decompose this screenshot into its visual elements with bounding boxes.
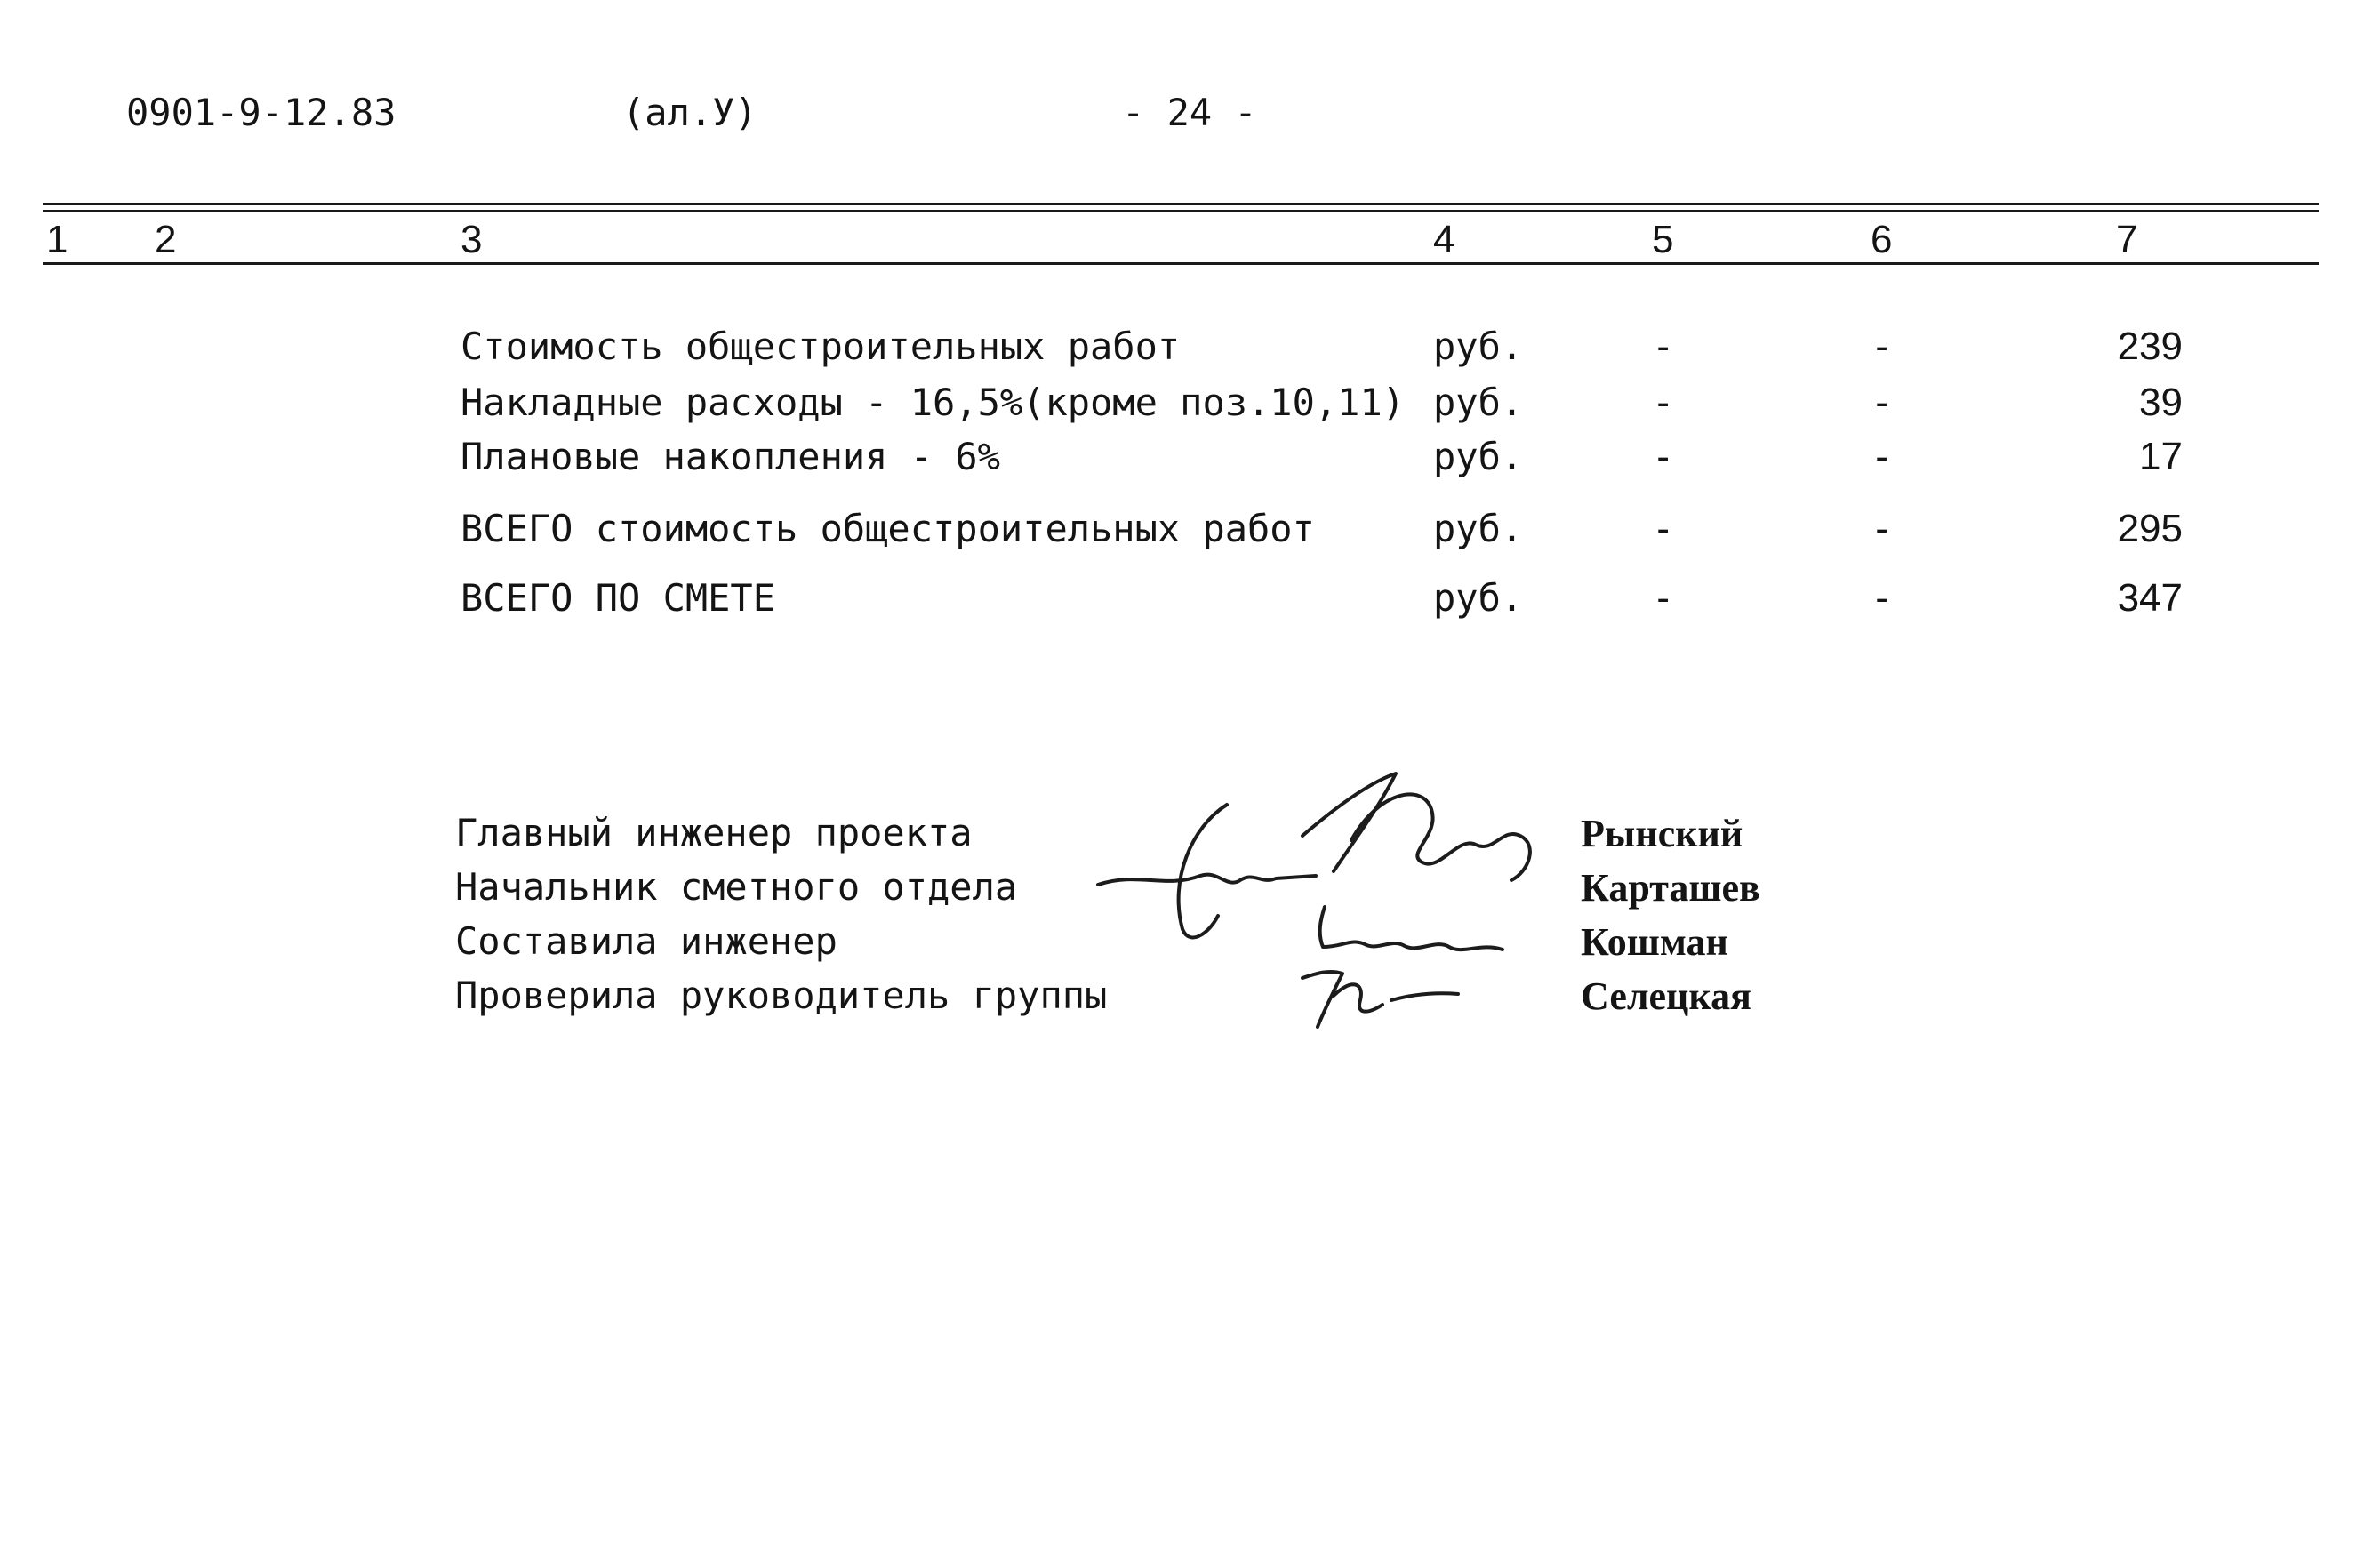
signature-stroke (1302, 972, 1458, 1027)
signatory-role: Проверила руководитель группы (455, 974, 1108, 1017)
column-number: 4 (1433, 218, 1455, 261)
signatory-name: Карташев (1581, 866, 1760, 910)
row-col5: - (1652, 435, 1675, 478)
table-row (0, 325, 2380, 378)
table-row (0, 576, 2380, 629)
signatory-role: Составила инженер (455, 919, 837, 963)
signatory-name: Рынский (1581, 812, 1743, 855)
signatory-name: Селецкая (1581, 974, 1751, 1018)
row-col6: - (1871, 325, 1894, 368)
row-description: Накладные расходы - 16,5%(кроме поз.10,11) (461, 381, 1406, 424)
signature-stroke (1320, 907, 1503, 950)
row-description: Плановые накопления - 6% (461, 435, 1000, 478)
signature-stroke (1351, 794, 1530, 880)
column-number: 3 (461, 218, 483, 261)
page-number: - 24 - (1122, 91, 1257, 134)
table-top-rule-double (43, 210, 2319, 212)
signature-stroke (1179, 805, 1227, 937)
row-description: ВСЕГО ПО СМЕТЕ (461, 576, 776, 620)
row-description: ВСЕГО стоимость общестроительных работ (461, 507, 1315, 550)
row-value: 239 (2117, 325, 2183, 368)
signature-stroke (1098, 875, 1316, 885)
row-value: 17 (2139, 435, 2183, 478)
row-col5: - (1652, 576, 1675, 620)
row-col5: - (1652, 325, 1675, 368)
column-number: 1 (46, 218, 68, 261)
row-unit: руб. (1433, 381, 1524, 424)
row-col6: - (1871, 381, 1894, 424)
row-value: 347 (2117, 576, 2183, 620)
signature-stroke (1302, 773, 1396, 871)
row-value: 39 (2139, 381, 2183, 424)
column-number: 2 (155, 218, 177, 261)
row-col5: - (1652, 507, 1675, 550)
table-row (0, 435, 2380, 488)
album-label: (ал.У) (622, 91, 757, 134)
signatory-name: Кошман (1581, 920, 1728, 964)
row-description: Стоимость общестроительных работ (461, 325, 1181, 368)
column-number: 7 (2116, 218, 2138, 261)
row-unit: руб. (1433, 435, 1524, 478)
row-col6: - (1871, 507, 1894, 550)
handwritten-signatures (1085, 756, 1565, 1049)
row-unit: руб. (1433, 325, 1524, 368)
row-value: 295 (2117, 507, 2183, 550)
row-col6: - (1871, 576, 1894, 620)
row-col6: - (1871, 435, 1894, 478)
column-number: 6 (1871, 218, 1893, 261)
signatory-role: Главный инженер проекта (455, 811, 973, 854)
signatory-role: Начальник сметного отдела (455, 865, 1018, 909)
document-code: 0901-9-12.83 (126, 91, 397, 134)
table-header-bottom-rule (43, 262, 2319, 265)
column-number: 5 (1652, 218, 1674, 261)
table-row (0, 381, 2380, 434)
row-unit: руб. (1433, 576, 1524, 620)
row-unit: руб. (1433, 507, 1524, 550)
row-col5: - (1652, 381, 1675, 424)
table-top-rule (43, 203, 2319, 205)
table-row (0, 507, 2380, 560)
